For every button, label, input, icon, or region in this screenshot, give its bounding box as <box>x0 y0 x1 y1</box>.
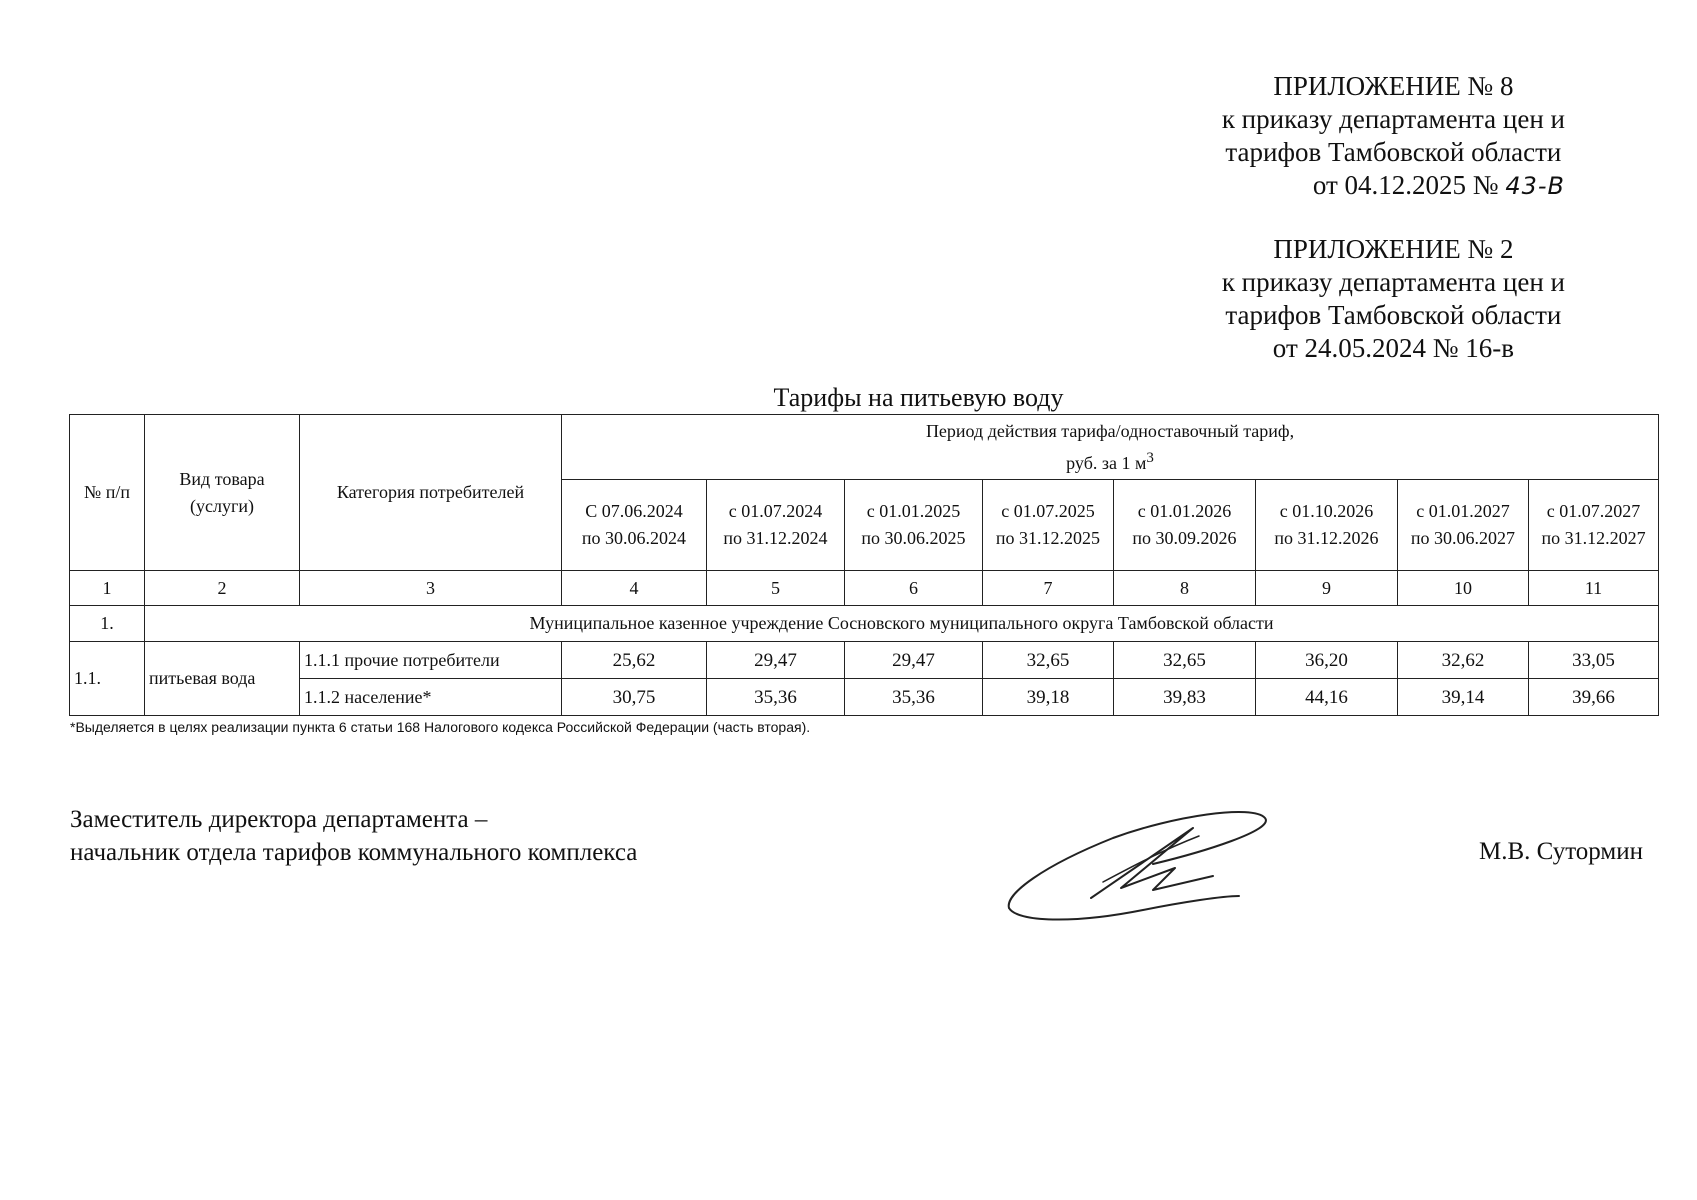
group-goods: питьевая вода <box>145 642 300 716</box>
tariff-value-cell: 29,47 <box>845 642 983 679</box>
column-number: 4 <box>562 571 707 606</box>
header-period <box>562 415 1659 480</box>
tariff-value-cell: 29,47 <box>707 642 845 679</box>
header-num: № п/п <box>70 415 145 571</box>
appendix-2-line1: к приказу департамента цен и <box>1221 267 1565 297</box>
period-cell <box>1114 480 1256 571</box>
header-period-line1: Период действия тарифа/одноставочный тариф, <box>925 420 1295 441</box>
tariff-value-cell: 32,65 <box>1114 642 1256 679</box>
org-name: Муниципальное казенное учреждение Сосновского муниципального округа Тамбовской области <box>145 606 1659 642</box>
column-number: 5 <box>707 571 845 606</box>
appendix-2-line2: тарифов Тамбовской области <box>1225 300 1562 330</box>
period-to: по 31.12.2025 <box>995 528 1101 548</box>
tariff-value-cell: 36,20 <box>1256 642 1398 679</box>
table-row <box>70 679 1659 716</box>
tariff-value-cell: 32,65 <box>983 642 1114 679</box>
column-number: 6 <box>845 571 983 606</box>
period-from: с 01.07.2027 <box>1546 501 1641 521</box>
period-cell <box>845 480 983 571</box>
signer-position-line2: начальник отдела тарифов коммунального комплекса <box>70 839 638 866</box>
column-number: 8 <box>1114 571 1256 606</box>
tariff-value-cell: 33,05 <box>1529 642 1659 679</box>
period-from: с 01.01.2026 <box>1137 501 1232 521</box>
period-to: по 30.06.2024 <box>581 528 687 548</box>
period-to: по 31.12.2024 <box>723 528 828 548</box>
appendix-8-date-line <box>1222 169 1565 203</box>
tariff-value-cell: 30,75 <box>562 679 707 716</box>
period-from: с 01.01.2025 <box>866 501 961 521</box>
column-number: 7 <box>983 571 1114 606</box>
period-cell <box>1529 480 1659 571</box>
header-category: Категория потребителей <box>300 415 562 571</box>
period-cell <box>707 480 845 571</box>
period-from: с 01.07.2024 <box>728 501 823 521</box>
appendix-8-heading: ПРИЛОЖЕНИЕ № 8 <box>1273 71 1514 101</box>
column-number: 1 <box>70 571 145 606</box>
column-number: 9 <box>1256 571 1398 606</box>
period-from: с 01.07.2025 <box>1001 501 1095 521</box>
tariff-value-cell: 32,62 <box>1398 642 1529 679</box>
tariff-value-cell: 25,62 <box>562 642 707 679</box>
column-number: 11 <box>1529 571 1659 606</box>
period-cell <box>1398 480 1529 571</box>
tariff-value-cell: 35,36 <box>707 679 845 716</box>
appendix-2-block <box>1222 233 1565 365</box>
period-to: по 30.06.2027 <box>1410 528 1516 548</box>
table-row <box>70 642 1659 679</box>
group-num: 1.1. <box>70 642 145 716</box>
period-to: по 31.12.2027 <box>1541 528 1646 548</box>
appendix-8-date: от 04.12.2025 № <box>1312 170 1499 200</box>
table-header-row <box>70 415 1659 480</box>
handwritten-signature <box>1003 806 1273 926</box>
period-from: с 01.01.2027 <box>1416 501 1510 521</box>
column-number: 2 <box>145 571 300 606</box>
org-num: 1. <box>70 606 145 642</box>
category-cell: 1.1.1 прочие потребители <box>300 642 562 679</box>
period-to: по 31.12.2026 <box>1274 528 1379 548</box>
tariff-table <box>69 414 1659 716</box>
header-period-line2: руб. за 1 м <box>1066 452 1147 473</box>
tariff-value-cell: 39,66 <box>1529 679 1659 716</box>
appendix-8-line1: к приказу департамента цен и <box>1221 104 1565 134</box>
footnote: *Выделяется в целях реализации пункта 6 статьи 168 Налогового кодекса Российской Федерации (часть вторая). <box>70 719 811 735</box>
tariff-value-cell: 39,14 <box>1398 679 1529 716</box>
header-goods: Вид товара (услуги) <box>145 415 300 571</box>
signer-position <box>70 803 637 869</box>
tariff-value-cell: 39,83 <box>1114 679 1256 716</box>
category-cell: 1.1.2 население* <box>300 679 562 716</box>
appendix-8-line2: тарифов Тамбовской области <box>1225 137 1562 167</box>
period-to: по 30.09.2026 <box>1132 528 1237 548</box>
document-title: Тарифы на питьевую воду <box>773 383 1064 412</box>
column-number: 10 <box>1398 571 1529 606</box>
org-row <box>70 606 1659 642</box>
appendix-8-block <box>1222 70 1565 203</box>
appendix-8-handwritten-number: 43-В <box>1505 172 1565 200</box>
header-period-sup: 3 <box>1146 449 1154 466</box>
signer-name: М.В. Сутормин <box>1478 838 1643 865</box>
period-cell <box>983 480 1114 571</box>
appendix-2-date-line: от 24.05.2024 № 16-в <box>1272 333 1514 363</box>
column-number: 3 <box>300 571 562 606</box>
signer-position-line1: Заместитель директора департамента – <box>70 806 488 833</box>
period-to: по 30.06.2025 <box>861 528 966 548</box>
period-from: с 01.10.2026 <box>1279 501 1374 521</box>
appendix-2-heading: ПРИЛОЖЕНИЕ № 2 <box>1273 234 1514 264</box>
column-numbers-row <box>70 571 1659 606</box>
period-from: С 07.06.2024 <box>585 501 683 521</box>
tariff-value-cell: 44,16 <box>1256 679 1398 716</box>
period-cell <box>1256 480 1398 571</box>
tariff-value-cell: 35,36 <box>845 679 983 716</box>
tariff-value-cell: 39,18 <box>983 679 1114 716</box>
period-cell <box>562 480 707 571</box>
